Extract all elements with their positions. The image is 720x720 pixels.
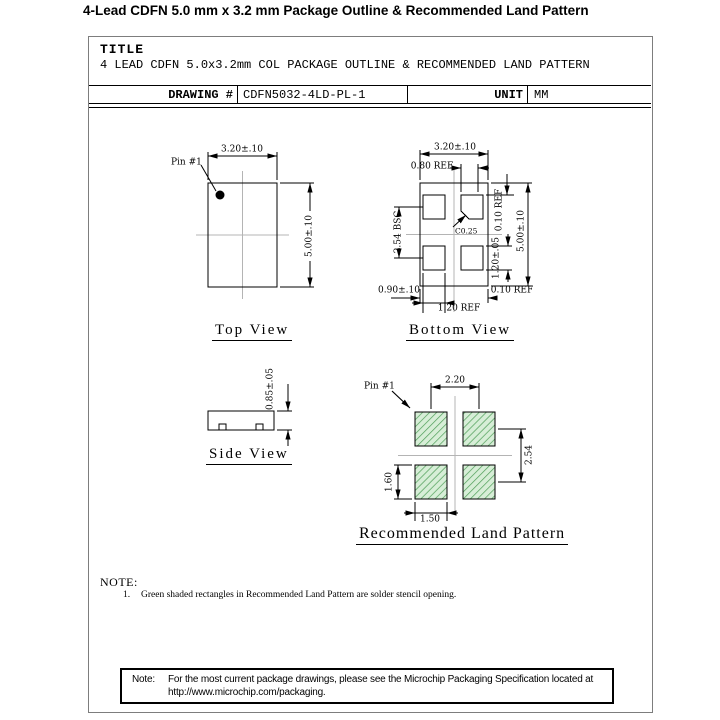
top-view-dim-width: 3.20±.10 [221,144,263,155]
note-heading: NOTE: [100,575,138,589]
footer-note-line2: http://www.microchip.com/packaging. [168,687,326,698]
titleblock-divider [237,86,238,103]
pin1-marker-dot [216,191,225,200]
land-pattern-dim-pad-width: 1.50 [419,514,441,525]
land-pattern-dim-pad-height: 1.60 [384,471,395,493]
land-pattern-pin1-label: Pin #1 [364,381,395,392]
footer-note-box [120,668,614,704]
footer-note-line1: For the most current package drawings, please see the Microchip Packaging Specification located at [168,674,594,685]
bottom-view-dim-pad-height: 1.20±.05 [491,237,502,279]
footer-note-label: Note: [132,674,155,685]
pin1-chamfered-pad [461,195,483,219]
titleblock-divider [407,86,408,103]
stencil-pad-top-right [463,412,495,446]
top-view-dim-height: 5.00±.10 [304,215,315,257]
bottom-view-dim-height: 5.00±.10 [516,210,527,252]
drawing-number-value: CDFN5032-4LD-PL-1 [243,88,366,102]
title-block-text: 4 LEAD CDFN 5.0x3.2mm COL PACKAGE OUTLINE & RECOMMENDED LAND PATTERN [100,58,590,72]
top-view-pin1-label: Pin #1 [171,157,202,168]
side-view-drawing [208,384,292,446]
note-item-number: 1. [123,590,131,600]
top-view-label: Top View [212,322,292,341]
unit-label: UNIT [494,88,523,102]
bottom-view-dim-edge-left: 0.90±.10 [378,285,420,296]
titleblock-rule-top [89,85,651,86]
page-title: 4-Lead CDFN 5.0 mm x 3.2 mm Package Outline & Recommended Land Pattern [83,3,589,18]
stencil-pad-bottom-right [463,465,495,499]
land-pattern-label: Recommended Land Pattern [356,525,568,545]
bottom-view-dim-pitch-y: 2.54 BSC [393,210,404,254]
bottom-view-chamfer-callout: C0.25 [455,226,478,236]
titleblock-rule-bottom [89,103,651,104]
bottom-view-dim-pad-gap: 0.80 REF [410,161,454,172]
note-item-text: Green shaded rectangles in Recommended Land Pattern are solder stencil opening. [141,590,457,600]
bottom-view-dim-edge-right: 0.10 REF [490,285,534,296]
land-pattern-dim-pitch-y: 2.54 [524,444,535,466]
bottom-view-label: Bottom View [406,322,514,341]
unit-value: MM [534,88,549,102]
land-pattern-drawing [392,383,526,521]
bottom-view-dim-pad-width: 1.20 REF [437,303,481,314]
land-pattern-dim-pitch-x: 2.20 [444,375,466,386]
titleblock-divider [527,86,528,103]
top-view-drawing [196,152,314,299]
bottom-view-dim-corner-offset: 0.10 REF [494,188,505,232]
bottom-view-dim-width: 3.20±.10 [434,142,476,153]
title-block-label: TITLE [100,42,145,57]
drawing-number-label: DRAWING # [168,88,233,102]
side-view-dim-thickness: 0.85±.05 [265,368,276,410]
titleblock-rule-bottom2 [89,107,651,108]
side-view-label: Side View [206,446,292,465]
stencil-pad-bottom-left [415,465,447,499]
stencil-pad-top-left [415,412,447,446]
